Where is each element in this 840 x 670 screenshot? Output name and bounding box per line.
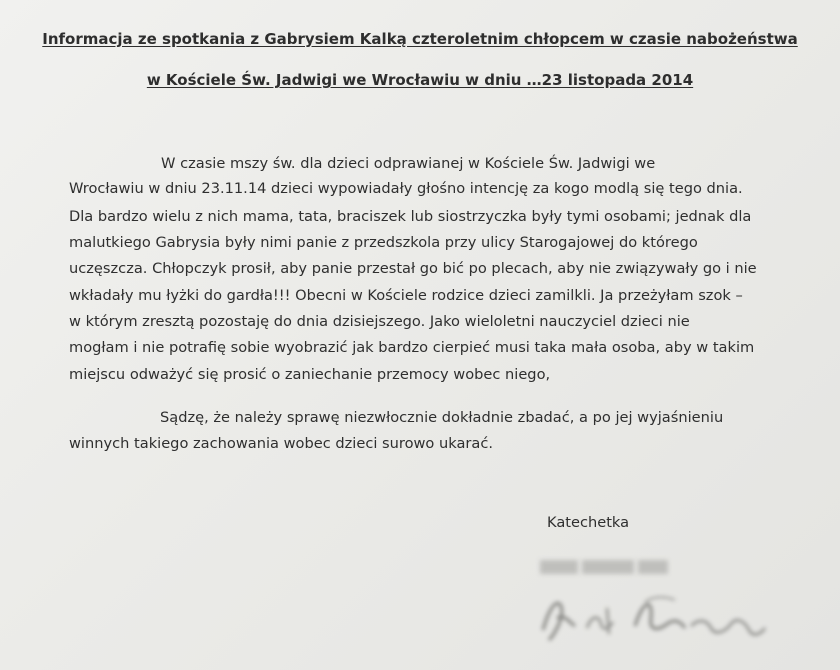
redacted-name [540, 560, 670, 574]
document-title-line-1: Informacja ze spotkania z Gabrysiem Kalką czteroletnim chłopcem w czasie nabożeństwa [42, 30, 798, 48]
paragraph-line: wkładały mu łyżki do gardła!!! Obecni w Kościele rodzice dzieci zamilkli. Ja przeżyłam szok – [69, 287, 743, 304]
paragraph-line: Sądzę, że należy sprawę niezwłocznie dokładnie zbadać, a po jej wyjaśnieniu [160, 409, 724, 426]
paragraph-line: w którym zresztą pozostaję do dnia dzisiejszego. Jako wieloletni nauczyciel dzieci nie [69, 313, 690, 330]
paragraph-line: uczęszcza. Chłopczyk prosił, aby panie przestał go bić po plecach, aby nie związywały go i nie [69, 260, 757, 277]
paragraph-line: Dla bardzo wielu z nich mama, tata, braciszek lub siostrzyczka były tymi osobami; jednak dla [69, 208, 752, 225]
document-title-line-2: w Kościele Św. Jadwigi we Wrocławiu w dniu …23 listopada 2014 [146, 71, 694, 89]
paragraph-line: malutkiego Gabrysia były nimi panie z przedszkola przy ulicy Starogajowej do którego [69, 234, 698, 251]
paragraph-line: miejscu odważyć się prosić o zaniechanie przemocy wobec niego, [69, 366, 551, 383]
paragraph-line: Wrocławiu w dniu 23.11.14 dzieci wypowiadały głośno intencję za kogo modlą się tego dnia. [69, 180, 743, 197]
paragraph-line: W czasie mszy św. dla dzieci odprawianej w Kościele Św. Jadwigi we [161, 155, 656, 172]
paragraph-line: mogłam i nie potrafię sobie wyobrazić jak bardzo cierpieć musi taka mała osoba, aby w takim [69, 339, 755, 356]
paragraph-line: winnych takiego zachowania wobec dzieci surowo ukarać. [69, 435, 493, 452]
signature-role: Katechetka [547, 514, 630, 531]
redacted-signature [535, 588, 770, 648]
